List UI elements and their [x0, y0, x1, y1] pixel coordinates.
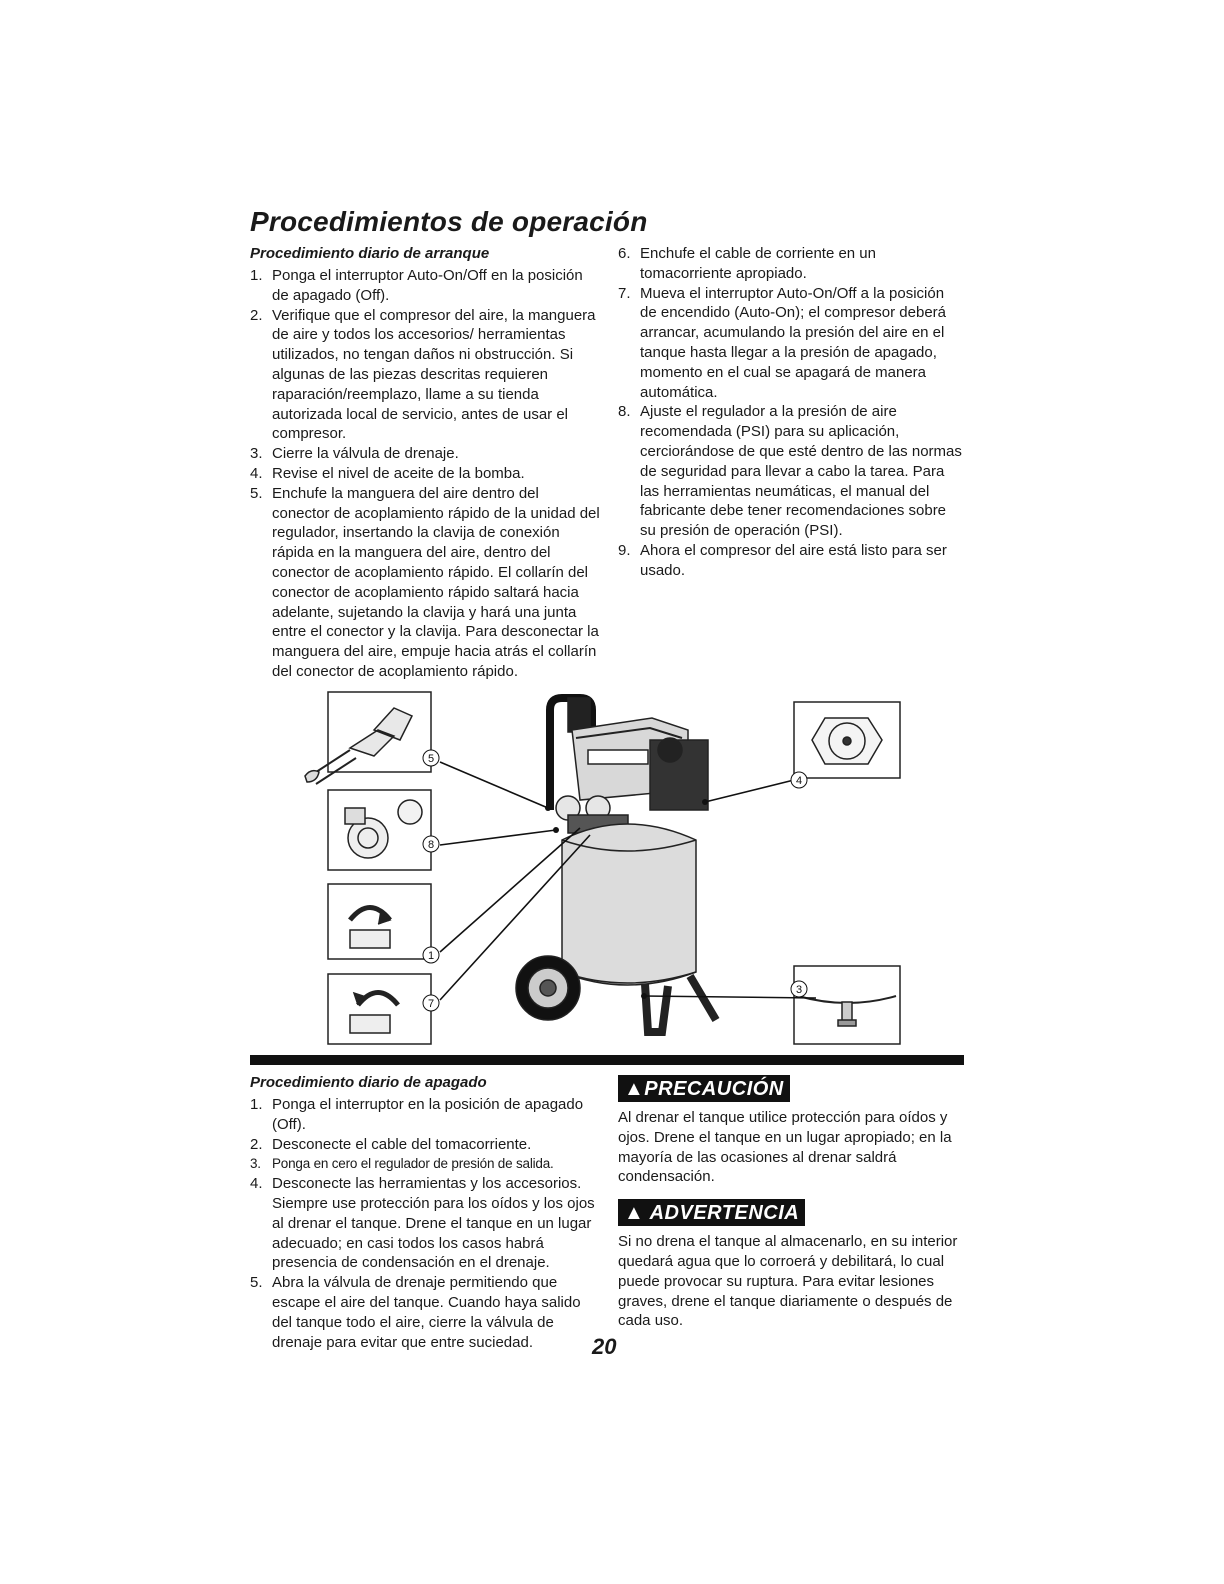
section-divider: [250, 1055, 964, 1065]
shutdown-heading: Procedimiento diario de apagado: [250, 1074, 487, 1091]
list-item: 7. Mueva el interruptor Auto-On/Off a la posición de encendido (Auto-On); el compresor deberá arrancar, acumulando la presión del aire en el tanque hasta llegar a la presión de apagado, momento en el cual se apagará de manera automática.: [618, 284, 947, 401]
warning-block: [618, 1199, 964, 1331]
startup-steps-left: [250, 266, 600, 682]
startup-steps-right: [618, 244, 964, 581]
page-number: 20: [592, 1334, 617, 1359]
caution-text: Al drenar el tanque utilice protección para oídos y ojos. Drene el tanque en un lugar apropiado; en la mayoría de las ocasiones al drenar saldrá condensación.: [618, 1109, 952, 1186]
callout-1: 1: [427, 950, 435, 962]
callout-7: 7: [427, 998, 435, 1010]
callout-3: 3: [795, 984, 803, 996]
compressor-diagram: [250, 690, 964, 1052]
warning-text: Si no drena el tanque al almacenarlo, en su interior quedará agua que lo corroerá y debilitará, lo cual puede provocar su ruptura. Para evitar lesiones graves, drene el tanque diariamente o después de cada uso.: [618, 1233, 958, 1330]
startup-heading: Procedimiento diario de arranque: [250, 245, 490, 262]
list-item: 2. Verifique que el compresor del aire, la manguera de aire y todos los accesorios/ herramientas utilizados, no tengan daños ni obstrucción. Si algunas de las piezas descritas requieren raparación/reemplazo, llame a su tienda autorizada local de servicio, antes de usar el compresor.: [250, 306, 596, 443]
list-item: 4. Desconecte las herramientas y los accesorios. Siempre use protección para los oídos y los ojos al drenar el tanque. Drene el tanque en un lugar adecuado; en casi todos los casos habrá presencia de condensación en el drenaje.: [250, 1175, 595, 1272]
callout-4: 4: [795, 775, 803, 787]
list-item: 5. Abra la válvula de drenaje permitiendo que escape el aire del tanque. Cuando haya salido del tanque todo el aire, cierre la válvula de drenaje para evitar que entre suciedad.: [250, 1274, 581, 1351]
list-item: 1. Ponga el interruptor en la posición de apagado (Off).: [250, 1096, 584, 1133]
list-item: 2. Desconecte el cable del tomacorriente.: [250, 1135, 532, 1153]
startup-section: [250, 244, 600, 682]
callout-5: 5: [427, 753, 435, 765]
page-title: Procedimientos de operación: [250, 206, 648, 237]
startup-section-continued: [618, 244, 964, 581]
list-item: 1. Ponga el interruptor Auto-On/Off en la posición de apagado (Off).: [250, 267, 583, 304]
list-item: 3. Ponga en cero el regulador de presión de salida.: [250, 1156, 554, 1172]
caution-block: [618, 1075, 964, 1187]
list-item: 5. Enchufe la manguera del aire dentro del conector de acoplamiento rápido de la unidad del regulador, insertando la clavija de conexión rápida en la manguera del aire, dentro del conector de acoplamiento rápido. El collarín del conector de acoplamiento rápido saltará hacia adelante, sujetando la clavija y hará una junta entre el conector y la clavija. Para desconectar la manguera del aire, empuje hacia atrás el collarín del conector de acoplamiento rápido.: [250, 484, 600, 680]
list-item: 3. Cierre la válvula de drenaje.: [250, 445, 459, 463]
list-item: 8. Ajuste el regulador a la presión de aire recomendada (PSI) para su aplicación, cerciorándose de que esté dentro de las normas de seguridad para llevar a cabo la tarea. Para las herramientas neumáticas, el manual del fabricante debe tener recomendaciones sobre su presión de operación (PSI).: [618, 403, 962, 540]
warning-badge: ▲ ADVERTENCIA: [618, 1199, 805, 1226]
warning-triangle-icon: ▲: [624, 1078, 645, 1100]
list-item: 4. Revise el nivel de aceite de la bomba.: [250, 464, 525, 482]
callout-8: 8: [427, 839, 435, 851]
list-item: 9. Ahora el compresor del aire está listo para ser usado.: [618, 541, 947, 579]
shutdown-section: [250, 1073, 600, 1352]
warning-triangle-icon: ▲: [624, 1202, 650, 1225]
caution-badge: ▲PRECAUCIÓN: [618, 1075, 790, 1102]
list-item: 6. Enchufe el cable de corriente en un tomacorriente apropiado.: [618, 245, 876, 282]
shutdown-steps: [250, 1095, 600, 1352]
safety-notices: [618, 1075, 964, 1331]
